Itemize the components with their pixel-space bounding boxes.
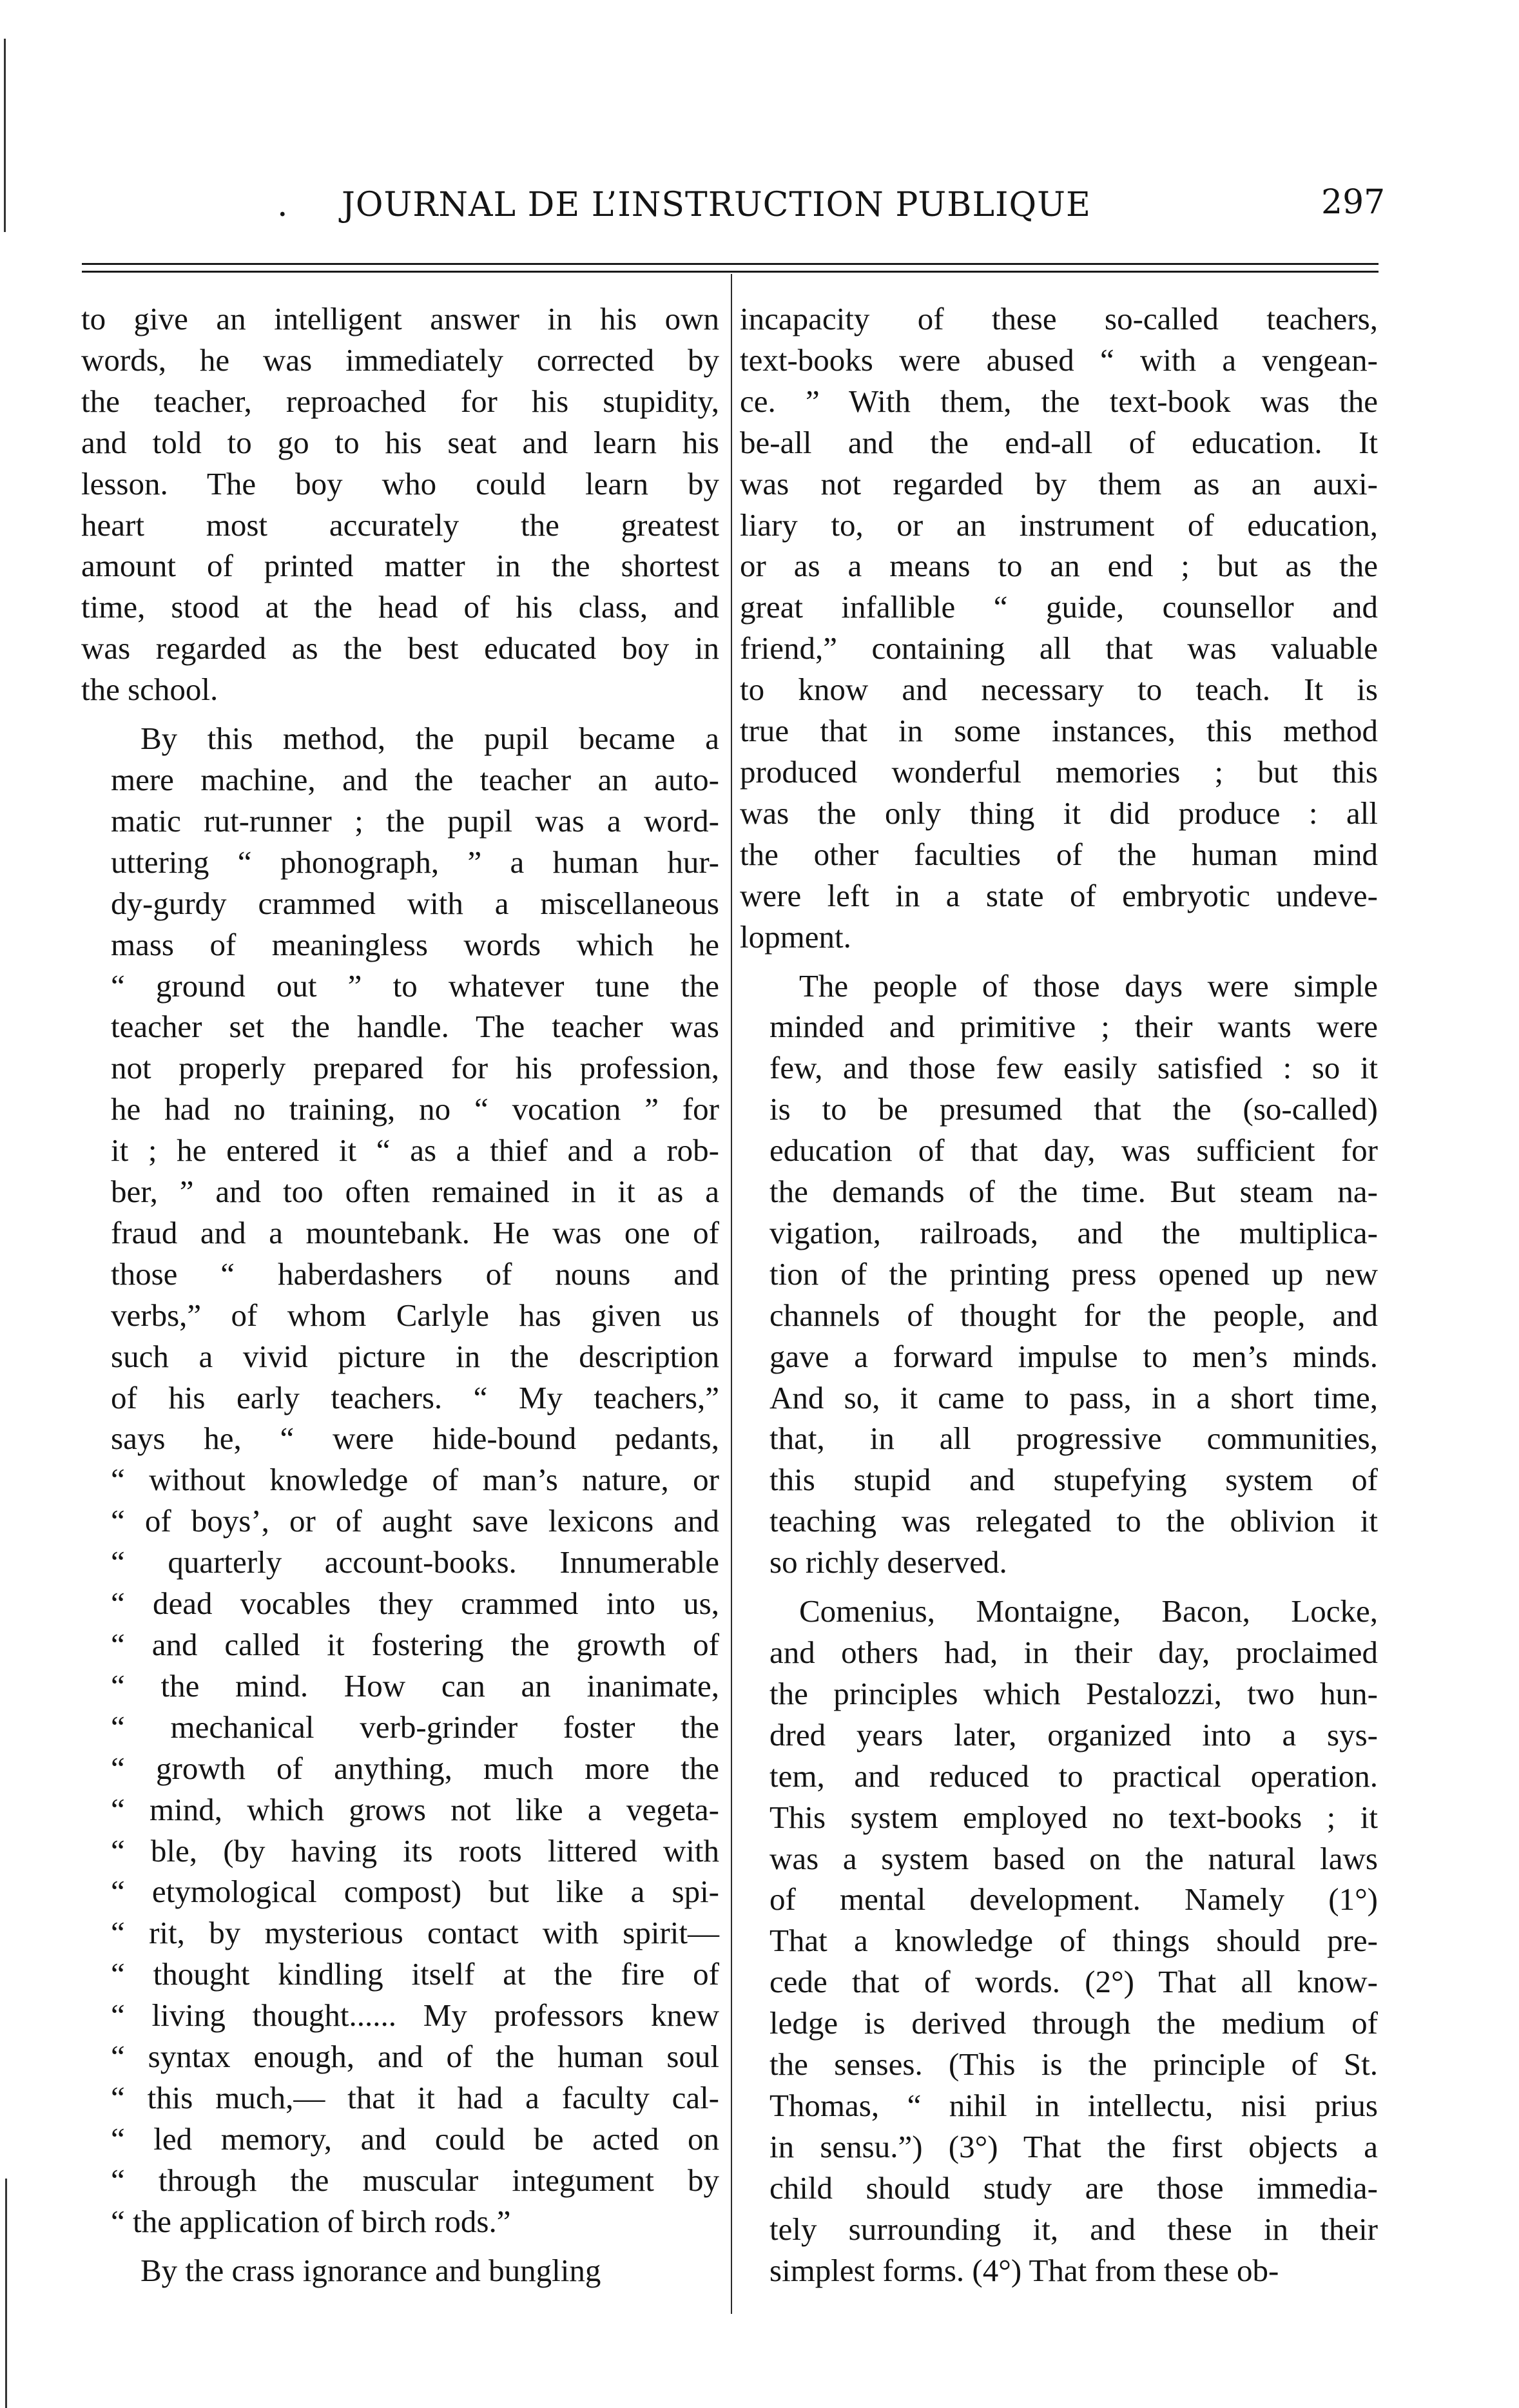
header-rule-top [82,263,1379,265]
text-line: “ mechanical verb-grinder foster the [111,1709,719,1745]
text-line: “ thought kindling itself at the fire of [111,1956,719,1992]
text-line: simplest forms. (4°) That from these ob- [769,2252,1279,2288]
text-line: this stupid and stupefying system of [769,1462,1378,1498]
text-line: “ mind, which grows not like a vegeta- [111,1791,719,1827]
text-line: was not regarded by them as an auxi- [740,465,1378,501]
text-line: produced wonderful memories ; but this [740,753,1378,790]
text-line: “ without knowledge of man’s nature, or [111,1462,719,1498]
text-line: gave a forward impulse to men’s minds. [769,1338,1378,1374]
text-line: to give an intelligent answer in his own [81,301,719,336]
column-divider [731,274,732,2314]
text-line: “ etymological compost) but like a spi- [111,1874,719,1910]
text-line: was the only thing it did produce : all [740,795,1378,831]
text-line: teacher set the handle. The teacher was [111,1009,719,1045]
text-line: And so, it came to pass, in a short time, [769,1379,1378,1415]
scan-edge-mark [4,39,6,232]
text-line: “ of boys’, or of aught save lexicons and [111,1503,719,1539]
text-line: was regarded as the best educated boy in [81,630,719,666]
text-line: uttering “ phonograph, ” a human hur- [111,844,719,880]
text-line: of mental development. Namely (1°) [769,1881,1378,1918]
text-line: be-all and the end-all of education. It [740,424,1378,460]
text-line: “ ground out ” to whatever tune the [111,967,719,1004]
text-line: that, in all progressive communities, [769,1421,1378,1457]
text-line: This system employed no text-books ; it [769,1799,1378,1835]
text-line: says he, “ were hide-bound pedants, [111,1421,719,1457]
text-line: lesson. The boy who could learn by [81,465,719,501]
text-line: he had no training, no “ vocation ” for [111,1091,719,1127]
text-line: ledge is derived through the medium of [769,2005,1378,2041]
text-line: lopment. [740,918,851,955]
text-line: or as a means to an end ; but as the [740,548,1378,584]
text-line: child should study are those immedia- [769,2170,1378,2206]
text-line: “ through the muscular integument by [111,2162,719,2198]
text-line: the teacher, reproached for his stupidity, [81,383,719,419]
text-line: “ the mind. How can an inanimate, [111,1667,719,1704]
text-line: text-books were abused “ with a vengean- [740,342,1378,378]
text-line: The people of those days were simple [799,967,1378,1004]
text-line: the other faculties of the human mind [740,836,1378,872]
text-line: “ dead vocables they crammed into us, [111,1586,719,1622]
text-line: true that in some instances, this method [740,713,1378,749]
text-line: tion of the printing press opened up new [769,1256,1378,1292]
paragraph [740,298,1378,958]
text-line: dy-gurdy crammed with a miscellaneous [111,885,719,921]
text-line: those “ haberdashers of nouns and [111,1256,719,1292]
text-line: By the crass ignorance and bungling [140,2252,601,2288]
text-line: “ and called it fostering the growth of [111,1627,719,1662]
text-line: mass of meaningless words which he [111,926,719,962]
text-line: teaching was relegated to the oblivion it [769,1503,1378,1539]
text-line: tely surrounding it, and these in their [769,2211,1378,2247]
text-line: ber, ” and too often remained in it as a [111,1174,719,1210]
paragraph [81,718,719,2242]
text-line: of his early teachers. “ My teachers,” [111,1379,719,1415]
right-column [740,298,1378,2291]
text-line: so richly deserved. [769,1544,1007,1580]
text-line: such a vivid picture in the description [111,1338,719,1374]
text-line: “ rit, by mysterious contact with spirit— [111,1915,719,1951]
text-line: dred years later, organized into a sys- [769,1716,1378,1753]
text-line: fraud and a mountebank. He was one of [111,1214,719,1250]
page-number: 297 [1321,183,1386,222]
text-line: minded and primitive ; their wants were [769,1009,1378,1045]
text-line: heart most accurately the greatest [81,507,719,543]
text-line: “ syntax enough, and of the human soul [111,2039,719,2075]
text-line: great infallible “ guide, counsellor and [740,589,1378,625]
text-line: is to be presumed that the (so-called) [769,1091,1378,1127]
text-line: incapacity of these so-called teachers, [740,301,1378,336]
text-line: amount of printed matter in the shortest [81,548,719,584]
text-line: vigation, railroads, and the multiplica- [769,1214,1378,1250]
text-line: education of that day, was sufficient for [769,1132,1378,1169]
text-line: the senses. (This is the principle of St. [769,2046,1378,2083]
text-line: and others had, in their day, proclaimed [769,1635,1378,1670]
text-line: channels of thought for the people, and [769,1297,1378,1333]
header-rule-bottom [82,271,1379,273]
text-line: it ; he entered it “ as a thief and a rob- [111,1132,719,1169]
text-line: in sensu.”) (3°) That the first objects a [769,2128,1378,2164]
text-line: matic rut-runner ; the pupil was a word- [111,802,719,839]
text-line: verbs,” of whom Carlyle has given us [111,1297,719,1333]
journal-title: JOURNAL DE L’INSTRUCTION PUBLIQUE [342,186,1091,224]
text-line: “ quarterly account-books. Innumerable [111,1544,719,1580]
text-line: not properly prepared for his profession, [111,1050,719,1086]
text-line: ce. ” With them, the text-book was the [740,383,1378,419]
text-line: “ living thought...... My professors knew [111,1997,719,2034]
scan-edge-mark [5,2179,7,2408]
text-line: the school. [81,672,218,708]
text-line: to know and necessary to teach. It is [740,672,1378,708]
text-line: mere machine, and the teacher an auto- [111,761,719,797]
paragraph [740,1591,1378,2291]
paragraph [740,966,1378,1584]
text-line: were left in a state of embryotic undeve- [740,877,1378,913]
text-line: That a knowledge of things should pre- [769,1923,1378,1959]
text-line: “ led memory, and could be acted on [111,2121,719,2157]
text-line: “ growth of anything, much more the [111,1750,719,1786]
text-line: liary to, or an instrument of education, [740,507,1378,543]
text-line: time, stood at the head of his class, and [81,589,719,625]
text-line: tem, and reduced to practical operation. [769,1758,1378,1794]
text-line: “ the application of birch rods.” [111,2203,511,2239]
text-line: Comenius, Montaigne, Bacon, Locke, [799,1593,1378,1629]
text-line: and told to go to his seat and learn his [81,424,719,460]
text-line: the principles which Pestalozzi, two hun- [769,1675,1378,1711]
text-line: friend,” containing all that was valuable [740,630,1378,666]
text-line: few, and those few easily satisfied : so it [769,1050,1378,1086]
paragraph [81,2250,719,2291]
left-column [81,298,719,2291]
text-line: the demands of the time. But steam na- [769,1174,1378,1210]
text-line: words, he was immediately corrected by [81,342,719,378]
text-line: cede that of words. (2°) That all know- [769,1964,1378,2000]
text-line: was a system based on the natural laws [769,1840,1378,1876]
text-line: By this method, the pupil became a [140,721,719,757]
text-line: “ this much,— that it had a faculty cal- [111,2079,719,2115]
text-line: “ ble, (by having its roots littered with [111,1832,719,1869]
paragraph [81,298,719,710]
text-line: Thomas, “ nihil in intellectu, nisi prius [769,2087,1378,2123]
header-dot: . [277,186,288,224]
